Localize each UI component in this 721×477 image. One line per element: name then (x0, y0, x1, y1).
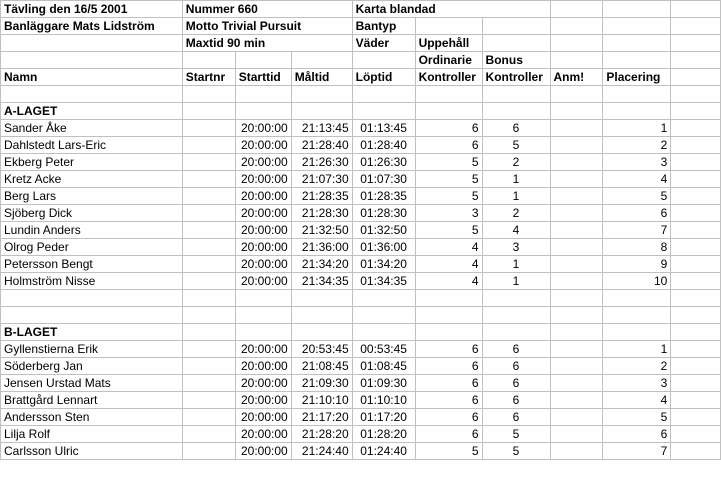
finish-time[interactable]: 21:10:10 (291, 392, 352, 409)
col-starttid[interactable]: Starttid (235, 69, 291, 86)
bonus-controls[interactable]: 6 (482, 358, 550, 375)
finish-time[interactable]: 21:09:30 (291, 375, 352, 392)
run-time[interactable]: 01:28:40 (352, 137, 415, 154)
bonus-controls[interactable]: 6 (482, 409, 550, 426)
remark[interactable] (550, 222, 603, 239)
start-number[interactable] (182, 222, 235, 239)
start-number[interactable] (182, 205, 235, 222)
run-time[interactable]: 01:26:30 (352, 154, 415, 171)
runner-name[interactable]: Sjöberg Dick (1, 205, 183, 222)
runner-name[interactable]: Ekberg Peter (1, 154, 183, 171)
table-row (1, 120, 721, 137)
start-time[interactable]: 20:00:00 (235, 358, 291, 375)
runner-name[interactable]: Gyllenstierna Erik (1, 341, 183, 358)
runner-name[interactable]: Brattgård Lennart (1, 392, 183, 409)
col-anm[interactable]: Anm! (550, 69, 603, 86)
runner-name[interactable]: Lilja Rolf (1, 426, 183, 443)
start-time[interactable]: 20:00:00 (235, 239, 291, 256)
motto[interactable]: Motto Trivial Pursuit (182, 18, 352, 35)
header-row-2 (1, 18, 721, 35)
remark[interactable] (550, 375, 603, 392)
start-time[interactable]: 20:00:00 (235, 222, 291, 239)
table-row (1, 341, 721, 358)
team-header-row (1, 103, 721, 120)
start-time[interactable]: 20:00:00 (235, 137, 291, 154)
ordinary-controls[interactable]: 5 (415, 154, 482, 171)
placement[interactable]: 6 (603, 426, 671, 443)
remark[interactable] (550, 120, 603, 137)
ordinary-controls[interactable]: 6 (415, 426, 482, 443)
start-number[interactable] (182, 392, 235, 409)
remark[interactable] (550, 171, 603, 188)
start-number[interactable] (182, 137, 235, 154)
finish-time[interactable]: 21:26:30 (291, 154, 352, 171)
placement[interactable]: 1 (603, 120, 671, 137)
bonus-controls[interactable]: 1 (482, 188, 550, 205)
placement[interactable]: 1 (603, 341, 671, 358)
start-time[interactable]: 20:00:00 (235, 443, 291, 460)
placement[interactable]: 5 (603, 409, 671, 426)
bonus-controls[interactable]: 1 (482, 256, 550, 273)
empty-row (1, 86, 721, 103)
runner-name[interactable]: Carlsson Ulric (1, 443, 183, 460)
competition-date[interactable]: Tävling den 16/5 2001 (1, 1, 183, 18)
run-time[interactable]: 01:07:30 (352, 171, 415, 188)
ordinary-controls[interactable]: 5 (415, 222, 482, 239)
bonus-controls[interactable]: 6 (482, 120, 550, 137)
col-placering[interactable]: Placering (603, 69, 671, 86)
ordinary-label[interactable]: Ordinarie (415, 52, 482, 69)
finish-time[interactable]: 21:36:00 (291, 239, 352, 256)
ordinary-controls[interactable]: 6 (415, 120, 482, 137)
finish-time[interactable]: 20:53:45 (291, 341, 352, 358)
table-row (1, 392, 721, 409)
start-time[interactable]: 20:00:00 (235, 392, 291, 409)
start-time[interactable]: 20:00:00 (235, 154, 291, 171)
runner-name[interactable]: Lundin Anders (1, 222, 183, 239)
table-row (1, 409, 721, 426)
sheet-body (1, 1, 721, 460)
weather[interactable]: Väder (352, 35, 415, 52)
placement[interactable]: 7 (603, 222, 671, 239)
start-number[interactable] (182, 239, 235, 256)
start-number[interactable] (182, 409, 235, 426)
remark[interactable] (550, 205, 603, 222)
start-time[interactable]: 20:00:00 (235, 205, 291, 222)
ordinary-controls[interactable]: 5 (415, 443, 482, 460)
table-row (1, 188, 721, 205)
empty-row (1, 290, 721, 307)
col-namn[interactable]: Namn (1, 69, 183, 86)
ordinary-controls[interactable]: 6 (415, 375, 482, 392)
team-name[interactable]: B-LAGET (1, 324, 183, 341)
bonus-controls[interactable]: 2 (482, 205, 550, 222)
start-time[interactable]: 20:00:00 (235, 171, 291, 188)
placement[interactable]: 4 (603, 392, 671, 409)
table-row (1, 375, 721, 392)
course-type[interactable]: Bantyp (352, 18, 415, 35)
bonus-controls[interactable]: 2 (482, 154, 550, 171)
bonus-controls[interactable]: 5 (482, 426, 550, 443)
table-row (1, 239, 721, 256)
bonus-controls[interactable]: 6 (482, 341, 550, 358)
start-time[interactable]: 20:00:00 (235, 273, 291, 290)
table-row (1, 443, 721, 460)
run-time[interactable]: 01:36:00 (352, 239, 415, 256)
ordinary-controls[interactable]: 6 (415, 137, 482, 154)
remark[interactable] (550, 239, 603, 256)
bonus-controls[interactable]: 1 (482, 273, 550, 290)
bonus-controls[interactable]: 6 (482, 375, 550, 392)
runner-name[interactable]: Kretz Acke (1, 171, 183, 188)
start-time[interactable]: 20:00:00 (235, 426, 291, 443)
ordinary-controls[interactable]: 4 (415, 273, 482, 290)
placement[interactable]: 2 (603, 137, 671, 154)
run-time[interactable]: 01:28:35 (352, 188, 415, 205)
start-time[interactable]: 20:00:00 (235, 341, 291, 358)
table-row (1, 222, 721, 239)
finish-time[interactable]: 21:34:35 (291, 273, 352, 290)
remark[interactable] (550, 154, 603, 171)
start-number[interactable] (182, 154, 235, 171)
remark[interactable] (550, 443, 603, 460)
placement[interactable]: 6 (603, 205, 671, 222)
finish-time[interactable]: 21:28:35 (291, 188, 352, 205)
run-time[interactable]: 01:10:10 (352, 392, 415, 409)
competition-number[interactable]: Nummer 660 (182, 1, 352, 18)
bonus-controls[interactable]: 5 (482, 137, 550, 154)
finish-time[interactable]: 21:28:40 (291, 137, 352, 154)
finish-time[interactable]: 21:32:50 (291, 222, 352, 239)
finish-time[interactable]: 21:08:45 (291, 358, 352, 375)
team-name[interactable]: A-LAGET (1, 103, 183, 120)
start-number[interactable] (182, 358, 235, 375)
bonus-controls[interactable]: 6 (482, 392, 550, 409)
finish-time[interactable]: 21:24:40 (291, 443, 352, 460)
finish-time[interactable]: 21:13:45 (291, 120, 352, 137)
remark[interactable] (550, 341, 603, 358)
table-row (1, 273, 721, 290)
bonus-label[interactable]: Bonus (482, 52, 550, 69)
table-row (1, 154, 721, 171)
col-kontroller-ordinarie[interactable]: Kontroller (415, 69, 482, 86)
run-time[interactable]: 01:34:20 (352, 256, 415, 273)
col-kontroller-bonus[interactable]: Kontroller (482, 69, 550, 86)
runner-name[interactable]: Petersson Bengt (1, 256, 183, 273)
placement[interactable]: 7 (603, 443, 671, 460)
runner-name[interactable]: Andersson Sten (1, 409, 183, 426)
runner-name[interactable]: Söderberg Jan (1, 358, 183, 375)
run-time[interactable]: 00:53:45 (352, 341, 415, 358)
map-type[interactable]: Karta blandad (352, 1, 550, 18)
table-row (1, 426, 721, 443)
ordinary-controls[interactable]: 3 (415, 205, 482, 222)
start-time[interactable]: 20:00:00 (235, 120, 291, 137)
placement[interactable]: 3 (603, 154, 671, 171)
placement[interactable]: 9 (603, 256, 671, 273)
max-time[interactable]: Maxtid 90 min (182, 35, 352, 52)
start-time[interactable]: 20:00:00 (235, 188, 291, 205)
ordinary-controls[interactable]: 4 (415, 239, 482, 256)
finish-time[interactable]: 21:28:30 (291, 205, 352, 222)
run-time[interactable]: 01:28:20 (352, 426, 415, 443)
start-time[interactable]: 20:00:00 (235, 375, 291, 392)
remark[interactable] (550, 426, 603, 443)
bonus-controls[interactable]: 3 (482, 239, 550, 256)
table-row (1, 205, 721, 222)
remark[interactable] (550, 392, 603, 409)
run-time[interactable]: 01:32:50 (352, 222, 415, 239)
ordinary-controls[interactable]: 5 (415, 171, 482, 188)
run-time[interactable]: 01:13:45 (352, 120, 415, 137)
start-number[interactable] (182, 171, 235, 188)
remark[interactable] (550, 137, 603, 154)
table-row (1, 256, 721, 273)
placement[interactable]: 8 (603, 239, 671, 256)
runner-name[interactable]: Berg Lars (1, 188, 183, 205)
start-number[interactable] (182, 120, 235, 137)
team-header-row (1, 324, 721, 341)
ordinary-controls[interactable]: 4 (415, 256, 482, 273)
runner-name[interactable]: Olrog Peder (1, 239, 183, 256)
remark[interactable] (550, 256, 603, 273)
start-number[interactable] (182, 375, 235, 392)
start-number[interactable] (182, 256, 235, 273)
finish-time[interactable]: 21:28:20 (291, 426, 352, 443)
run-time[interactable]: 01:17:20 (352, 409, 415, 426)
start-time[interactable]: 20:00:00 (235, 409, 291, 426)
runner-name[interactable]: Sander Åke (1, 120, 183, 137)
remark[interactable] (550, 188, 603, 205)
runner-name[interactable]: Holmström Nisse (1, 273, 183, 290)
weather-value[interactable]: Uppehåll (415, 35, 482, 52)
run-time[interactable]: 01:34:35 (352, 273, 415, 290)
finish-time[interactable]: 21:07:30 (291, 171, 352, 188)
finish-time[interactable]: 21:34:20 (291, 256, 352, 273)
run-time[interactable]: 01:08:45 (352, 358, 415, 375)
col-loptid[interactable]: Löptid (352, 69, 415, 86)
empty-row (1, 307, 721, 324)
ordinary-controls[interactable]: 6 (415, 392, 482, 409)
table-row (1, 137, 721, 154)
start-number[interactable] (182, 273, 235, 290)
start-number[interactable] (182, 426, 235, 443)
run-time[interactable]: 01:28:30 (352, 205, 415, 222)
placement[interactable]: 10 (603, 273, 671, 290)
run-time[interactable]: 01:09:30 (352, 375, 415, 392)
remark[interactable] (550, 409, 603, 426)
placement[interactable]: 5 (603, 188, 671, 205)
table-row (1, 171, 721, 188)
start-number[interactable] (182, 341, 235, 358)
start-number[interactable] (182, 443, 235, 460)
placement[interactable]: 3 (603, 375, 671, 392)
ordinary-controls[interactable]: 6 (415, 341, 482, 358)
bonus-controls[interactable]: 5 (482, 443, 550, 460)
remark[interactable] (550, 273, 603, 290)
start-number[interactable] (182, 188, 235, 205)
header-row-4 (1, 52, 721, 69)
remark[interactable] (550, 358, 603, 375)
finish-time[interactable]: 21:17:20 (291, 409, 352, 426)
ordinary-controls[interactable]: 6 (415, 409, 482, 426)
runner-name[interactable]: Dahlstedt Lars-Eric (1, 137, 183, 154)
ordinary-controls[interactable]: 6 (415, 358, 482, 375)
ordinary-controls[interactable]: 5 (415, 188, 482, 205)
header-row-1 (1, 1, 721, 18)
placement[interactable]: 4 (603, 171, 671, 188)
run-time[interactable]: 01:24:40 (352, 443, 415, 460)
table-row (1, 358, 721, 375)
start-time[interactable]: 20:00:00 (235, 256, 291, 273)
column-headers (1, 69, 721, 86)
bonus-controls[interactable]: 4 (482, 222, 550, 239)
col-startnr[interactable]: Startnr (182, 69, 235, 86)
col-maltid[interactable]: Måltid (291, 69, 352, 86)
runner-name[interactable]: Jensen Urstad Mats (1, 375, 183, 392)
course-setter[interactable]: Banläggare Mats Lidström (1, 18, 183, 35)
placement[interactable]: 2 (603, 358, 671, 375)
bonus-controls[interactable]: 1 (482, 171, 550, 188)
header-row-3 (1, 35, 721, 52)
